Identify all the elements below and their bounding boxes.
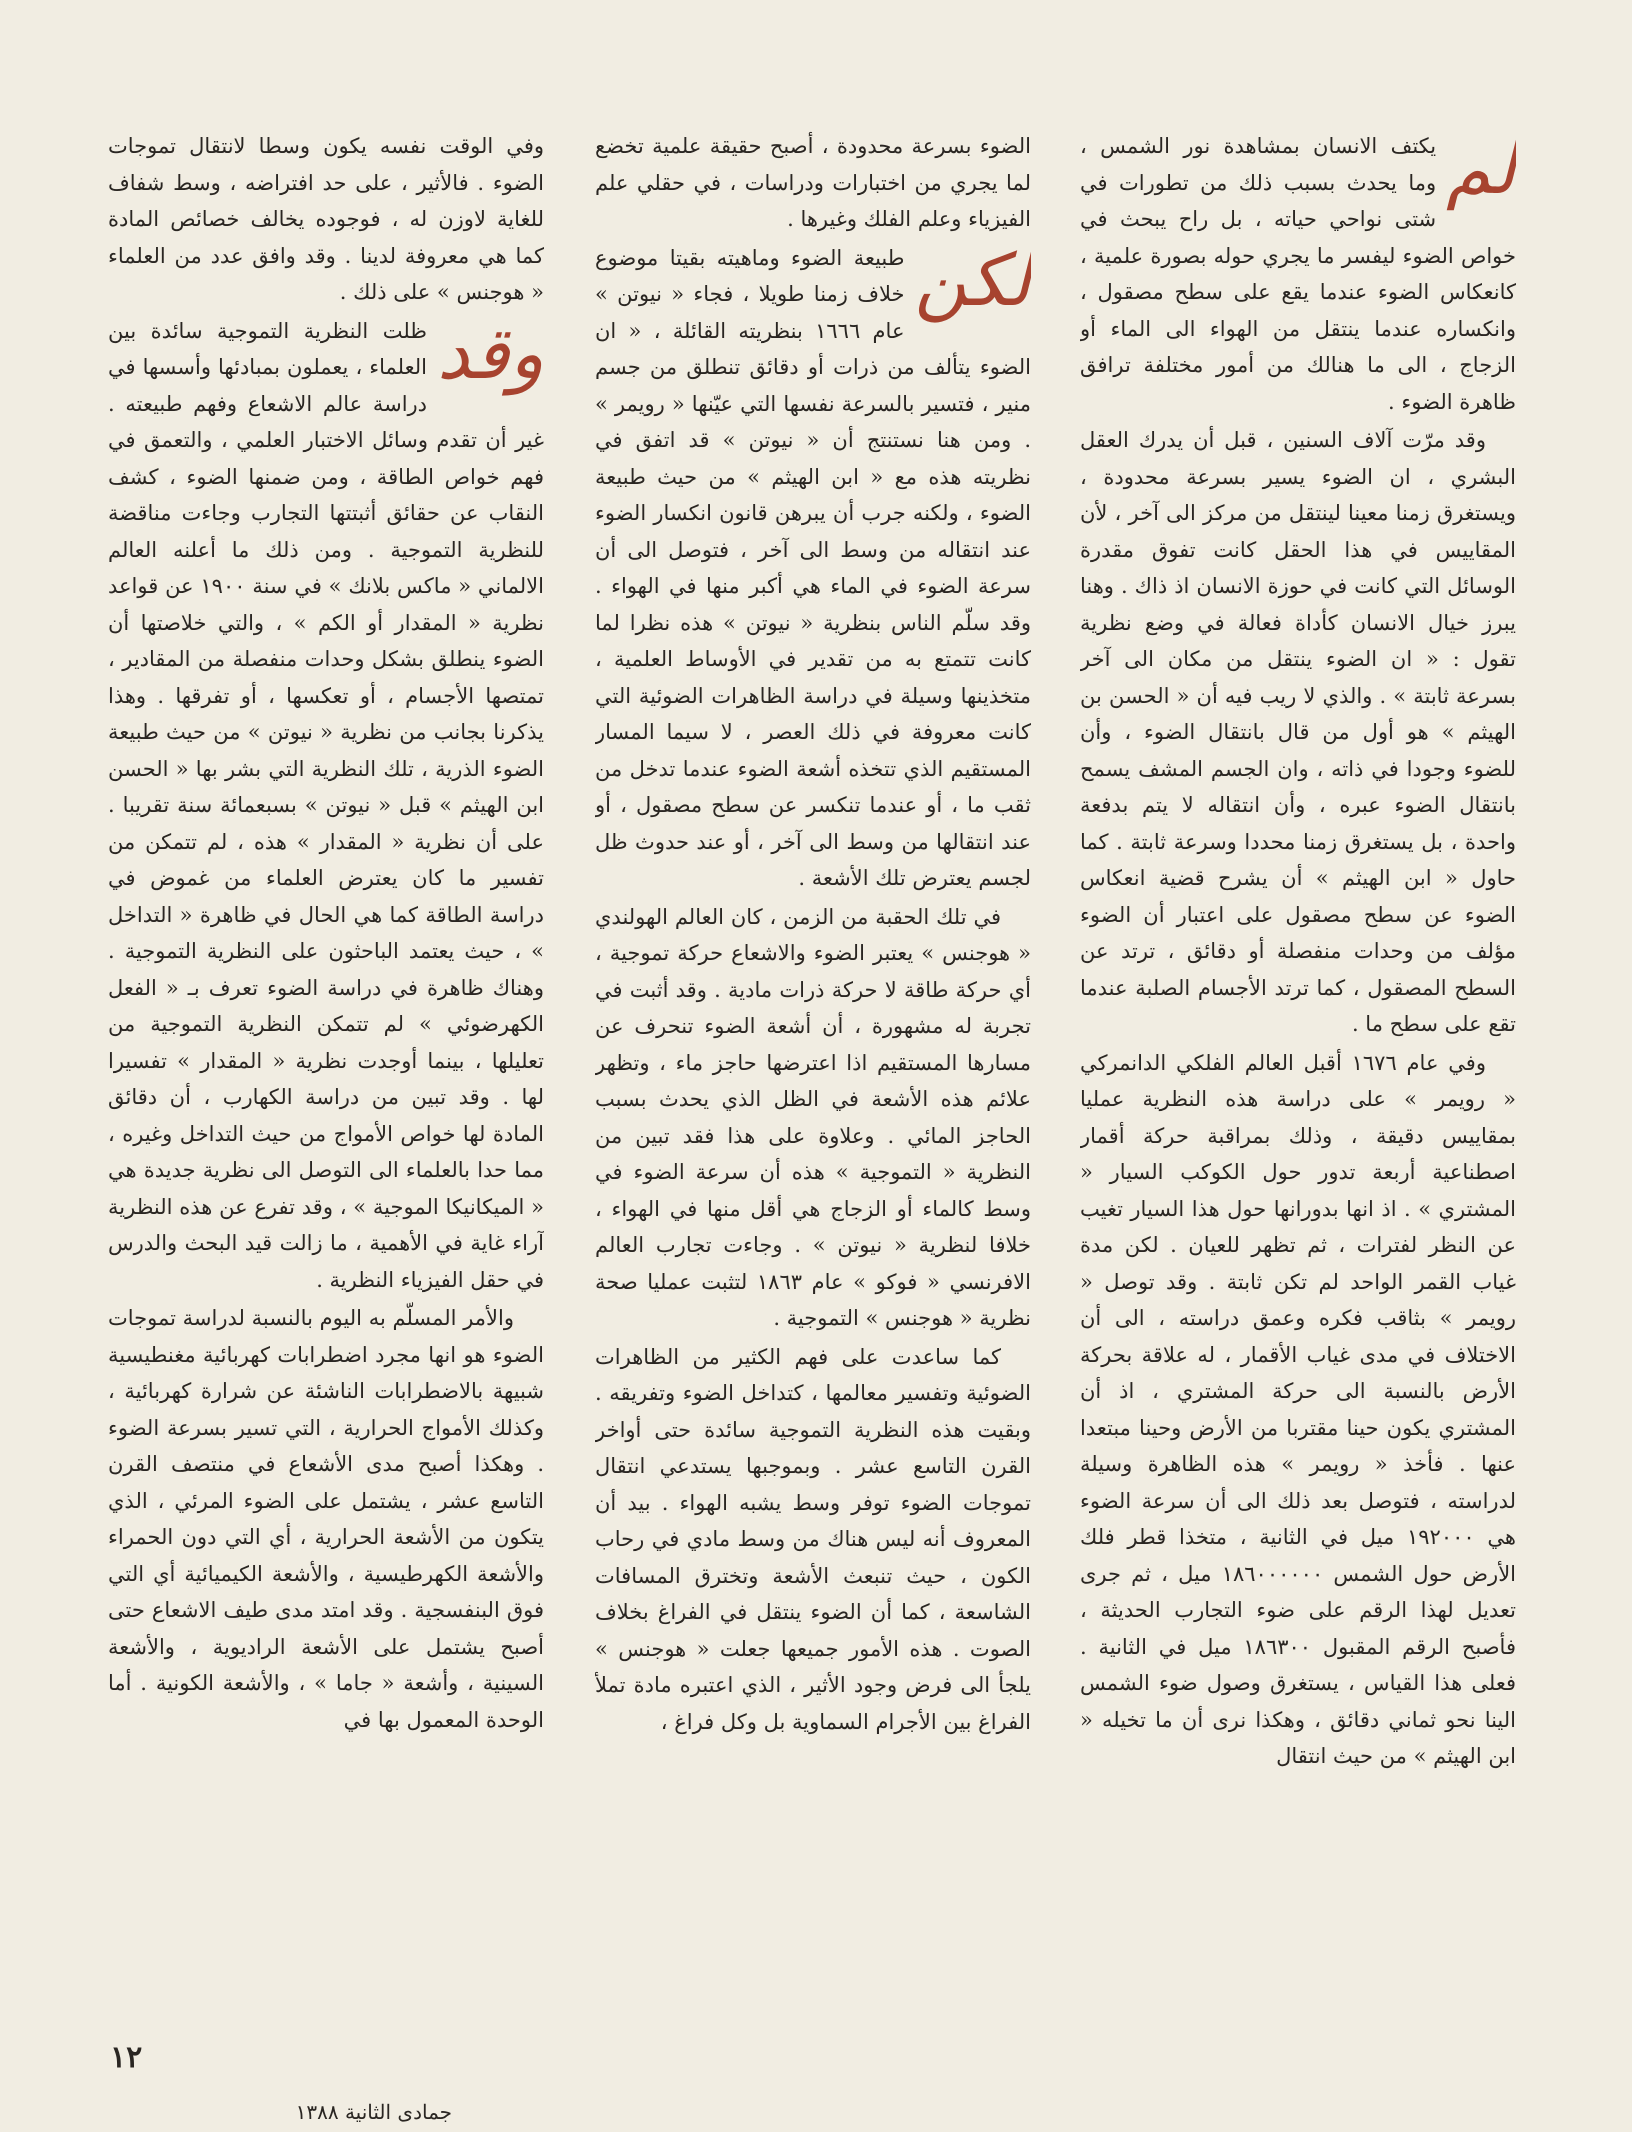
paragraph: لكن طبيعة الضوء وماهيته بقيتا موضوع خلاف زمنا طويلا ، فجاء « نيوتن » عام ١٦٦٦ بنظريته القائلة ، « ان الضوء يتألف من ذرات أو دقائق تنطلق من جسم منير ، فتسير بالسرعة نفسها التي عيّنها « رويمر » . ومن هنا نستنتج أن « نيوتن » قد اتفق في نظريته هذه مع « ابن الهيثم » من حيث طبيعة الضوء ، ولكنه جرب أن يبرهن قانون انكسار الضوء عند انتقاله من وسط الى آخر ، فتوصل الى أن سرعة الضوء في الماء هي أكبر منها في الهواء . وقد سلّم الناس بنظرية « نيوتن » هذه نظرا لما كانت تتمتع به من تقدير في الأوساط العلمية ، متخذينها وسيلة في دراسة الظاهرات الضوئية التي كانت معروفة في ذلك العصر ، لا سيما المسار المستقيم الذي تتخذه أشعة الضوء عندما تدخل من ثقب ما ، أو عندما تنكسر عن سطح مصقول ، أو عند انتقالها من وسط الى آخر ، أو عند حدوث ظل لجسم يعترض تلك الأشعة . <box>595 237 1031 890</box>
drop-cap: لم <box>1446 128 1516 210</box>
column-left <box>108 128 544 1738</box>
column-right <box>1080 128 1516 1775</box>
paragraph: وفي الوقت نفسه يكون وسطا لانتقال تموجات الضوء . فالأثير ، على حد افتراضه ، وسط شفاف للغاية لاوزن له ، فوجوده يخالف خصائص المادة كما هي معروفة لدينا . وقد وافق عدد من العلماء « هوجنس » على ذلك . <box>108 134 544 304</box>
column-middle <box>595 128 1031 1740</box>
paragraph: لم يكتف الانسان بمشاهدة نور الشمس ، وما يحدث بسبب ذلك من تطورات في شتى نواحي حياته ، بل راح يبحث في خواص الضوء ليفسر ما يجري حوله بصورة علمية ، كانعكاس الضوء عندما يقع على سطح مصقول ، وانكساره عندما ينتقل من الهواء الى الماء أو الزجاج ، الى ما هنالك من أمور مختلفة ترافق ظاهرة الضوء . <box>1080 128 1516 414</box>
page-number: ١٢ <box>110 2040 143 2075</box>
paragraph: في تلك الحقبة من الزمن ، كان العالم الهولندي « هوجنس » يعتبر الضوء والاشعاع حركة تموجية ، أي حركة طاقة لا حركة ذرات مادية . وقد أثبت في تجربة له مشهورة ، أن أشعة الضوء تنحرف عن مسارها المستقيم اذا اعترضها حاجز ماء ، وتظهر علائم هذه الأشعة في الظل الذي يحدث بسبب الحاجز المائي . وعلاوة على هذا فقد تبين من النظرية « التموجية » هذه أن سرعة الضوء في وسط كالماء أو الزجاج هي أقل منها في الهواء ، خلافا لنظرية « نيوتن » . وجاءت تجارب العالم الافرنسي « فوكو » عام ١٨٦٣ لتثبت عمليا صحة نظرية « هوجنس » التموجية . <box>595 904 1031 1330</box>
paragraph: وفي عام ١٦٧٦ أقبل العالم الفلكي الدانمركي « رويمر » على دراسة هذه النظرية عمليا بمقاييس دقيقة ، وذلك بمراقبة حركة أقمار اصطناعية أربعة تدور حول الكوكب السيار « المشتري » . اذ انها بدورانها حول هذا السيار تغيب عن النظر لفترات ، ثم تظهر للعيان . لكن مدة غياب القمر الواحد لم تكن ثابتة . وقد توصل « رويمر » بثاقب فكره وعمق دراسته ، الى أن الاختلاف في مدى غياب الأقمار ، له علاقة بحركة الأرض بالنسبة الى حركة المشتري ، اذ أن المشتري يكون حينا مقتربا من الأرض وحينا مبتعدا عنها . فأخذ « رويمر » هذه الظاهرة وسيلة لدراسته ، فتوصل بعد ذلك الى أن سرعة الضوء هي ١٩٢٠٠٠ ميل في الثانية ، متخذا قطر فلك الأرض حول الشمس ١٨٦٠٠٠٠٠٠ ميل ، ثم جرى تعديل لهذا الرقم على ضوء التجارب الحديثة ، فأصبح الرقم المقبول ١٨٦٣٠٠ ميل في الثانية . فعلى هذا القياس ، يستغرق وصول ضوء الشمس الينا نحو ثماني دقائق ، وهكذا نرى أن ما تخيله « ابن الهيثم » من حيث انتقال <box>1080 1050 1516 1768</box>
paragraph: وقد مرّت آلاف السنين ، قبل أن يدرك العقل البشري ، ان الضوء يسير بسرعة محدودة ، ويستغرق زمنا معينا لينتقل من مركز الى آخر ، لأن المقاييس في هذا الحقل كانت تفوق مقدرة الوسائل التي كانت في حوزة الانسان اذ ذاك . وهنا يبرز خيال الانسان كأداة فعالة في وضع نظرية تقول : « ان الضوء ينتقل من مكان الى آخر بسرعة ثابتة » . والذي لا ريب فيه أن « الحسن بن الهيثم » هو أول من قال بانتقال الضوء ، وأن للضوء وجودا في ذاته ، وان الجسم المشف يسمح بانتقال الضوء عبره ، وأن انتقاله لا يتم بدفعة واحدة ، بل يستغرق زمنا محددا وسرعة ثابتة . كما حاول « ابن الهيثم » أن يشرح قضية انعكاس الضوء عن سطح مصقول على اعتبار أن الضوء مؤلف من وحدات منفصلة أو دقائق ، ترتد عن السطح المصقول ، كما ترتد الأجسام الصلبة عندما تقع على سطح ما . <box>1080 428 1516 1036</box>
paragraph: الضوء بسرعة محدودة ، أصبح حقيقة علمية تخضع لما يجري من اختبارات ودراسات ، في حقلي علم الفيزياء وعلم الفلك وغيرها . <box>595 134 1031 231</box>
footer-date: جمادى الثانية ١٣٨٨ <box>295 2100 452 2124</box>
drop-cap: لكن <box>914 237 1031 322</box>
paragraph: كما ساعدت على فهم الكثير من الظاهرات الضوئية وتفسير معالمها ، كتداخل الضوء وتفريقه . وبقيت هذه النظرية التموجية سائدة حتى أواخر القرن التاسع عشر . وبموجبها يستدعي انتقال تموجات الضوء توفر وسط يشبه الهواء . بيد أن المعروف أنه ليس هناك من وسط مادي في رحاب الكون ، حيث تنبعث الأشعة وتخترق المسافات الشاسعة ، كما أن الضوء ينتقل في الفراغ بخلاف الصوت . هذه الأمور جميعها جعلت « هوجنس » يلجأ الى فرض وجود الأثير ، الذي اعتبره مادة تملأ الفراغ بين الأجرام السماوية بل وكل فراغ ، <box>595 1344 1031 1734</box>
paragraph: وقد ظلت النظرية التموجية سائدة بين العلماء ، يعملون بمبادئها وأسسها في دراسة عالم الاشعاع وفهم طبيعته . غير أن تقدم وسائل الاختبار العلمي ، والتعمق في فهم خواص الطاقة ، ومن ضمنها الضوء ، كشف النقاب عن حقائق أثبتتها التجارب وجاءت مناقضة للنظرية التموجية . ومن ذلك ما أعلنه العالم الالماني « ماكس بلانك » في سنة ١٩٠٠ عن قواعد نظرية « المقدار أو الكم » ، والتي خلاصتها أن الضوء ينطلق بشكل وحدات منفصلة من المقادير ، تمتصها الأجسام ، أو تعكسها ، أو تفرقها . وهذا يذكرنا بجانب من نظرية « نيوتن » من حيث طبيعة الضوء الذرية ، تلك النظرية التي بشر بها « الحسن ابن الهيثم » قبل « نيوتن » بسبعمائة سنة تقريبا . على أن نظرية « المقدار » هذه ، لم تتمكن من تفسير ما كان يعترض العلماء من غموض في دراسة الطاقة كما هي الحال في ظاهرة « التداخل » ، حيث يعتمد الباحثون على النظرية التموجية . وهناك ظاهرة في دراسة الضوء تعرف بـ « الفعل الكهرضوئي » لم تتمكن النظرية التموجية من تعليلها ، بينما أوجدت نظرية « المقدار » تفسيرا لها . وقد تبين من دراسة الكهارب ، أن دقائق المادة لها خواص الأمواج من حيث التداخل وغيره ، مما حدا بالعلماء الى التوصل الى نظرية جديدة هي « الميكانيكا الموجية » ، وقد تفرع عن هذه النظرية آراء غاية في الأهمية ، ما زالت قيد البحث والدرس في حقل الفيزياء النظرية . <box>108 310 544 1292</box>
drop-cap: وقد <box>437 310 544 395</box>
paragraph: والأمر المسلّم به اليوم بالنسبة لدراسة تموجات الضوء هو انها مجرد اضطرابات كهربائية مغنطيسية شبيهة بالاضطرابات الناشئة عن شرارة كهربائية ، وكذلك الأمواج الحرارية ، التي تسير بسرعة الضوء . وهكذا أصبح مدى الأشعاع في منتصف القرن التاسع عشر ، يشتمل على الضوء المرئي ، الذي يتكون من الأشعة الحرارية ، أي التي دون الحمراء والأشعة الكهرطيسية ، والأشعة الكيميائية أي التي فوق البنفسجية . وقد امتد مدى طيف الاشعاع حتى أصبح يشتمل على الأشعة الراديوية ، والأشعة السينية ، وأشعة « جاما » ، والأشعة الكونية . أما الوحدة المعمول بها في <box>108 1306 544 1732</box>
